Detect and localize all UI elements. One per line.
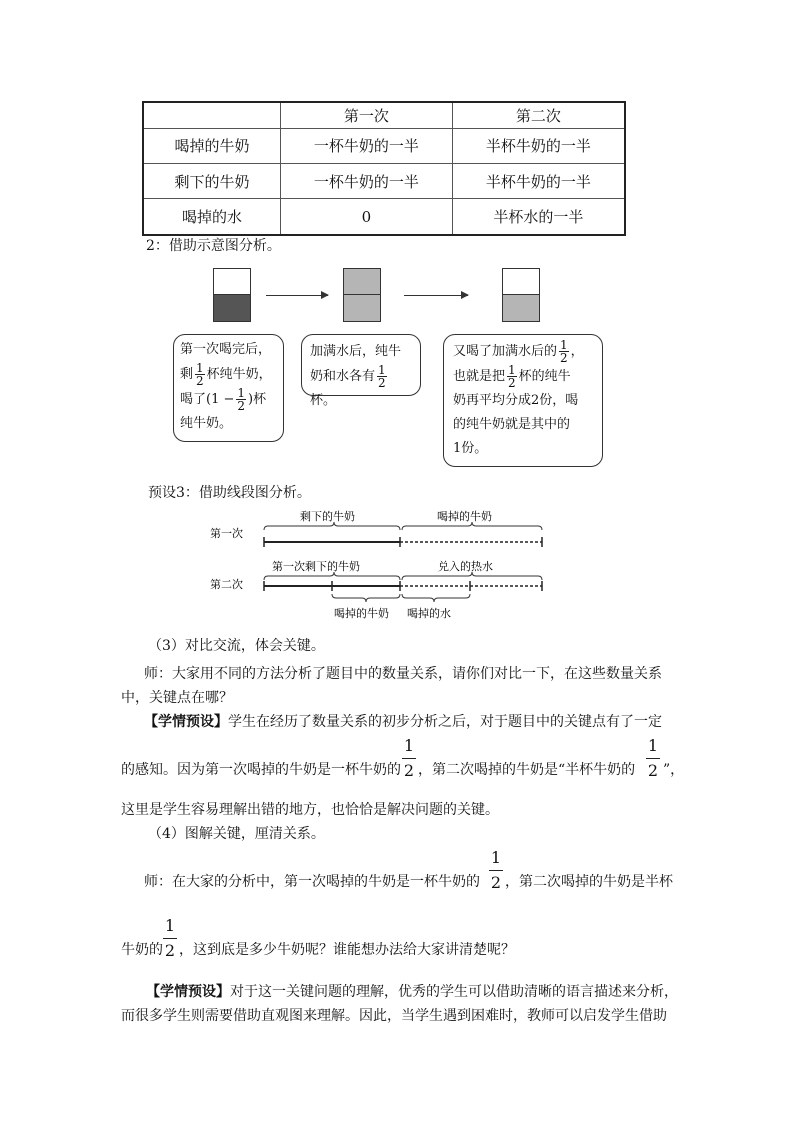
segment-label: 喝掉的水 [407,607,451,620]
segment-brace [264,522,400,530]
note-text: 杯 [253,392,267,407]
note-text: 杯的纯牛 [518,369,571,384]
fraction: 1 2 [164,916,176,960]
table-cell: 半杯牛奶的一半 [452,128,625,163]
arrow-icon [266,295,328,296]
segment-label: 第一次剩下的牛奶 [272,560,360,573]
note-text: 1 − [211,392,235,407]
table-header-cell: 第一次 [281,102,453,128]
table-header-cell: 第二次 [452,102,625,128]
note-text: 加满水后，纯牛 [310,344,402,359]
note-box-3: 又喝了加满水后的 $\frac{1}{2}$ ， 也就是把 $\frac{1}{2}$ 杯的纯牛 奶再平均分成2份，喝 的纯牛奶就是其中的 1份。 [443,334,603,467]
preset-tag: 【学情预设】 [144,714,228,730]
note-text: 也就是把 [453,369,506,384]
fraction: $\frac{1}{2}$ [508,363,516,390]
segment-brace [332,594,400,602]
section-title: 2：借助示意图分析。 [146,238,281,254]
arrow-icon [404,295,468,296]
paragraph-text: 对于这一关键问题的理解，优秀的学生可以借助清晰的语言描述来分析， [230,984,678,1000]
segment-label: 兑入的热水 [438,560,493,573]
paragraph: 师：在大家的分析中，第一次喝掉的牛奶是一杯牛奶的 [144,874,480,890]
segment-brace [402,522,542,530]
segment-brace [402,594,470,602]
paragraph: 的感知。因为第一次喝掉的牛奶是一杯牛奶的 [121,762,401,778]
note-text: 又喝了加满水后的 [453,344,558,359]
paragraph: ”， [663,762,685,778]
table-cell: 半杯牛奶的一半 [452,163,625,198]
paragraph [146,982,678,1002]
paragraph: （4）图解关键，厘清关系。 [148,826,325,842]
segment-row-label: 第二次 [210,578,243,591]
note-text: 第一次喝完后， [180,342,272,357]
table-cell: 喝掉的水 [143,199,281,235]
fraction: $\frac{1}{2}$ [560,338,568,365]
paragraph: 师：大家用不同的方法分析了题目中的数量关系，请你们对比一下，在这些数量关系 [144,666,662,682]
note-text: 的纯牛奶就是其中的 [453,417,571,432]
table-cell: 0 [281,199,453,235]
cup-diagram-2 [343,268,381,322]
paragraph: ，第二次喝掉的牛奶是“半杯牛奶的 [418,762,636,778]
note-text: 杯。 [310,393,337,408]
comparison-table [142,101,626,236]
paragraph: （3）对比交流，体会关键。 [148,638,325,654]
paragraph: ，第二次喝掉的牛奶是半杯 [505,874,673,890]
fraction: 1 2 [490,848,502,892]
cup-diagram-3 [502,268,540,322]
paragraph: 中，关键点在哪？ [121,690,233,706]
segment-brace [402,572,542,580]
fraction: 1 2 [403,736,415,780]
note-text: 奶再平均分成2份，喝 [453,393,579,408]
note-text: 喝了 [180,392,207,407]
paragraph: 这里是学生容易理解出错的地方，也恰恰是解决问题的关键。 [121,802,499,818]
segment-label: 喝掉的牛奶 [437,510,492,523]
paragraph: 而很多学生则需要借助直观图来理解。因此，当学生遇到困难时，教师可以启发学生借助 [121,1008,667,1024]
segment-brace [264,572,400,580]
table-cell: 剩下的牛奶 [143,163,281,198]
fraction: $\frac{1}{2}$ [237,386,246,413]
note-text: 1份。 [453,441,488,456]
table-cell: 一杯牛奶的一半 [281,128,453,163]
table-cell: 喝掉的牛奶 [143,128,281,163]
segment-label: 剩下的牛奶 [300,510,355,523]
note-box-1: 第一次喝完后， 剩 $\frac{1}{2}$ 杯纯牛奶， 喝了(1 − $\frac{1}{2}$ )杯 纯牛奶。 [173,334,284,442]
table-header-cell [143,102,281,128]
note-box-2 [301,334,421,408]
fraction: $\frac{1}{2}$ [378,363,386,390]
segment-row-label: 第一次 [210,527,243,540]
note-text: 杯纯牛奶， [206,367,272,382]
paragraph [144,712,662,732]
note-text: 纯牛奶。 [180,416,233,431]
paragraph: ，这到底是多少牛奶呢？谁能想办法给大家讲清楚呢？ [179,942,515,958]
fraction: $\frac{1}{2}$ [196,361,204,388]
note-text: 剩 [180,367,194,382]
paragraph: 牛奶的 [121,942,163,958]
table-cell: 一杯牛奶的一半 [281,163,453,198]
table-cell: 半杯水的一半 [452,199,625,235]
preset-title: 预设3：借助线段图分析。 [148,485,311,501]
paragraph-text: 学生在经历了数量关系的初步分析之后，对于题目中的关键点有了一定 [228,714,662,730]
fraction: 1 2 [647,736,659,780]
cup-diagram-1 [213,268,251,322]
segment-label: 喝掉的牛奶 [334,607,389,620]
note-text: 奶和水各有 [310,369,376,384]
preset-tag: 【学情预设】 [146,984,230,1000]
segment-diagram [200,500,560,630]
